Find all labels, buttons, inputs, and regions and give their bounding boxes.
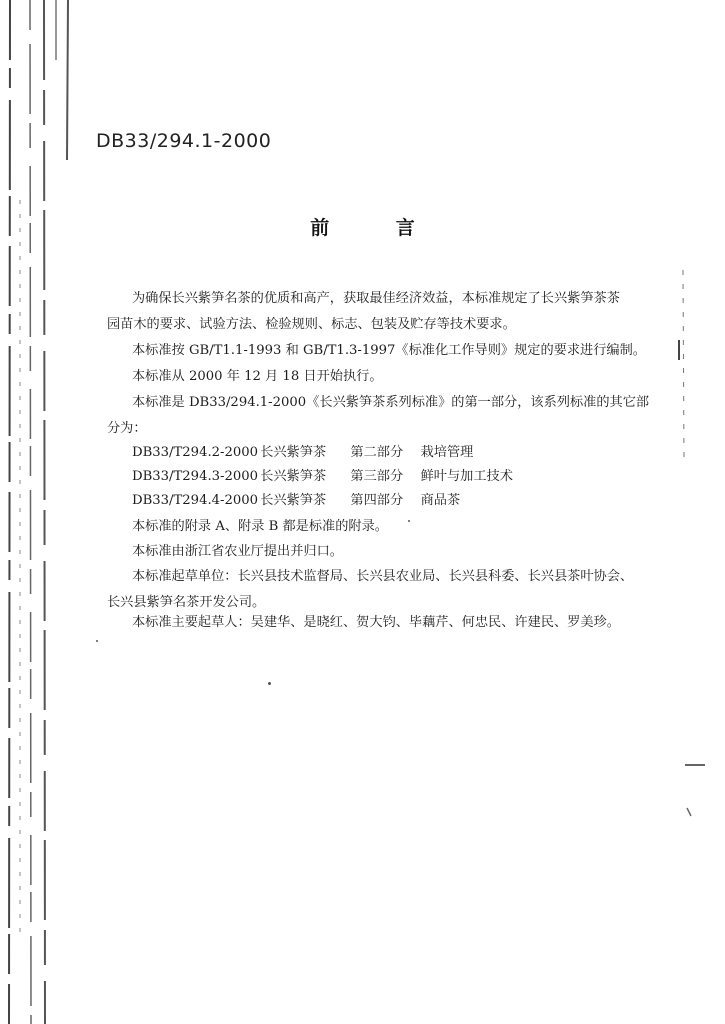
part-number: 第二部分 (350, 445, 404, 460)
scan-speck (408, 520, 410, 522)
paragraph-drafting-units-line-2: 长兴县紫笋名茶开发公司。 (107, 595, 266, 610)
paragraph-series-line-2: 分为： (107, 421, 147, 436)
part-title: 栽培管理 (420, 445, 474, 460)
paragraph-proposer: 本标准由浙江省农业厅提出并归口。 (132, 544, 343, 559)
paragraph-appendix: 本标准的附录 A、附录 B 都是标准的附录。 (132, 519, 388, 534)
paragraph-drafters: 本标准主要起草人：吴建华、是晓红、贺大钧、毕藕芹、何忠民、许建民、罗美珍。 (132, 615, 620, 630)
part-code: DB33/T294.4-2000 (132, 493, 259, 508)
scan-edge-artifact-right (665, 0, 725, 1024)
paragraph-effective-date: 本标准从 2000 年 12 月 18 日开始执行。 (132, 369, 383, 384)
series-part-row (132, 441, 473, 460)
part-code: DB33/T294.3-2000 (132, 469, 259, 484)
scan-speck (268, 682, 271, 685)
paragraph-purpose-line-1: 为确保长兴紫笋名茶的优质和高产，获取最佳经济效益，本标准规定了长兴紫笋茶茶 (132, 291, 620, 306)
paragraph-purpose-line-2: 园苗木的要求、试验方法、检验规则、标志、包装及贮存等技术要求。 (107, 317, 516, 332)
scan-speck (96, 640, 98, 642)
series-part-row (132, 489, 460, 508)
document-code: DB33/294.1-2000 (96, 130, 272, 152)
part-product: 长兴紫笋茶 (260, 493, 327, 508)
part-product: 长兴紫笋茶 (260, 469, 327, 484)
paragraph-drafting-units-line-1: 本标准起草单位：长兴县技术监督局、长兴县农业局、长兴县科委、长兴县茶叶协会、 (132, 569, 634, 584)
preface-heading: 前 言 (310, 217, 445, 239)
paragraph-drafting-basis: 本标准按 GB/T1.1-1993 和 GB/T1.3-1997《标准化工作导则》规定的要求进行编制。 (132, 343, 646, 358)
part-product: 长兴紫笋茶 (260, 445, 327, 460)
paragraph-series-line-1: 本标准是 DB33/294.1-2000《长兴紫笋茶系列标准》的第一部分，该系列标准的其它部 (132, 395, 650, 410)
part-title: 商品茶 (420, 493, 461, 508)
part-number: 第四部分 (350, 493, 404, 508)
part-code: DB33/T294.2-2000 (132, 445, 259, 460)
series-part-row (132, 465, 513, 484)
scan-edge-artifact-left (0, 0, 80, 1024)
part-number: 第三部分 (350, 469, 404, 484)
part-title: 鲜叶与加工技术 (420, 469, 513, 484)
